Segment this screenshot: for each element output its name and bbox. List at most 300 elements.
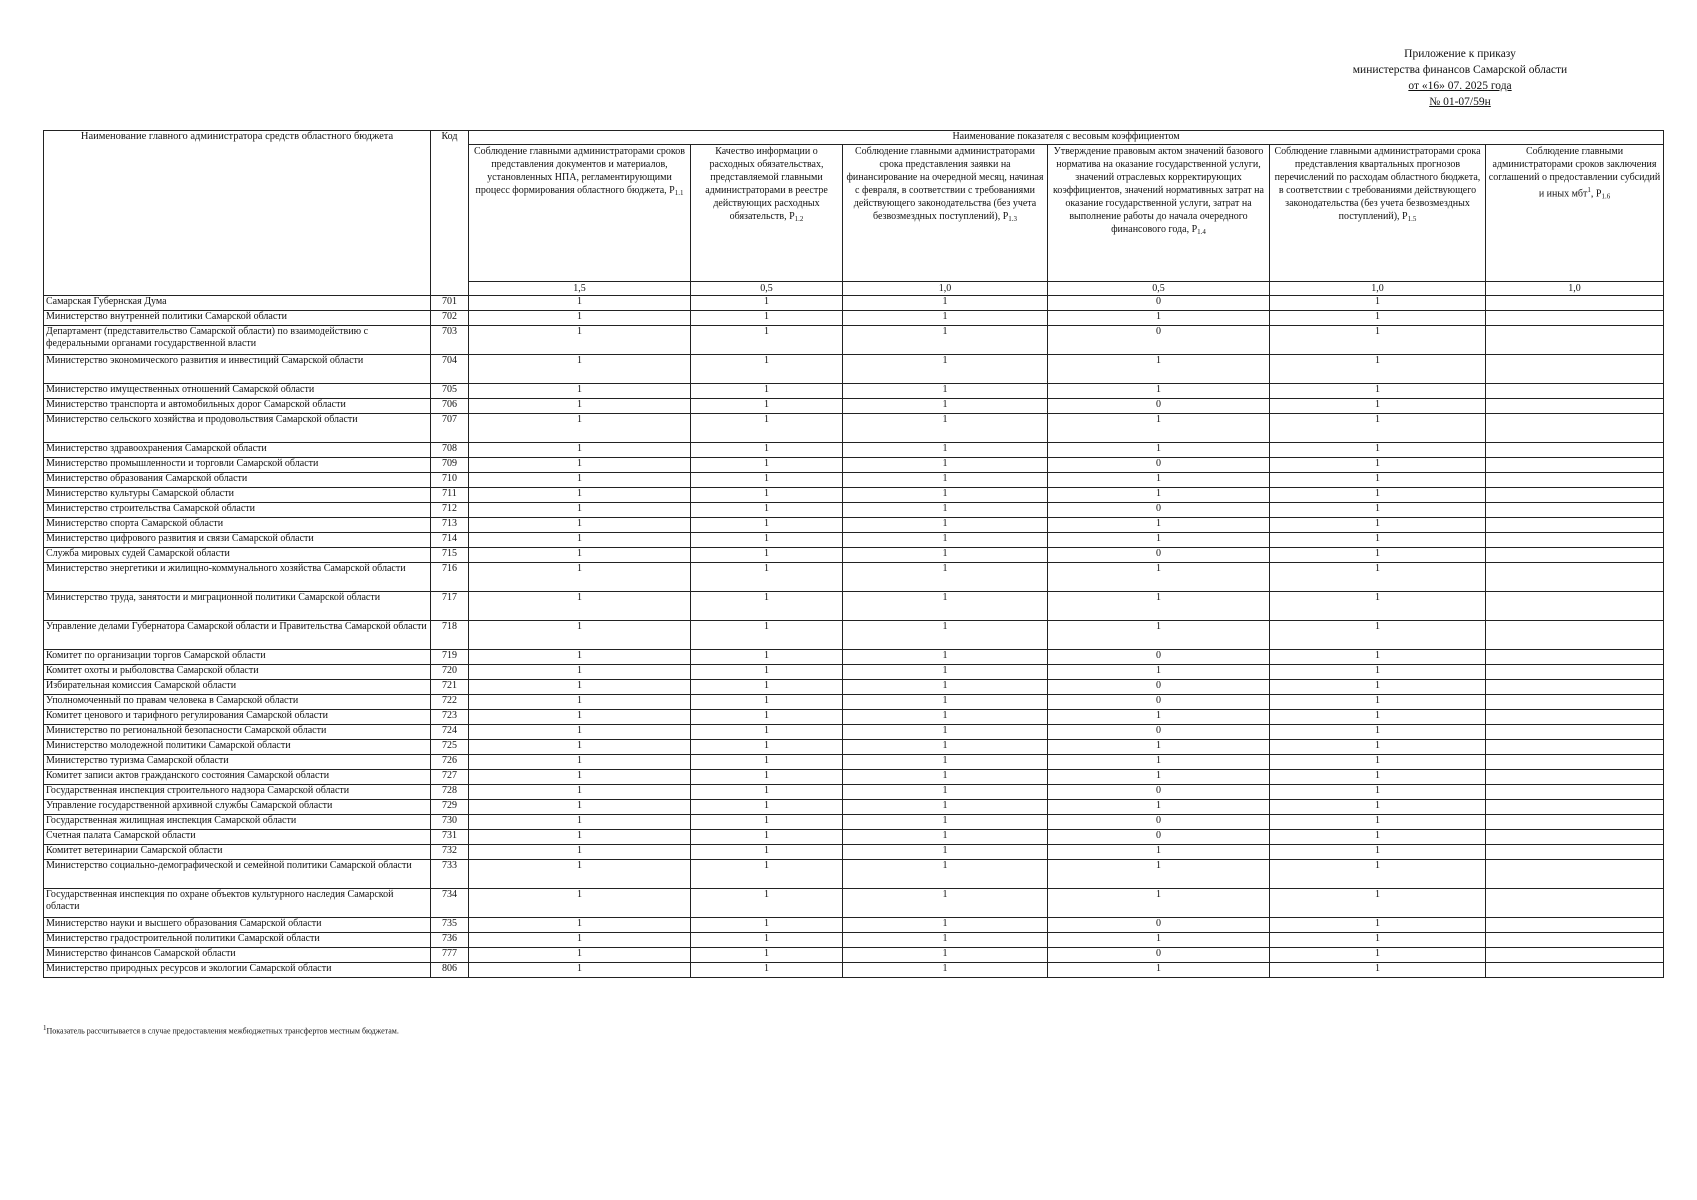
indicator-value-4: 0 [1048, 830, 1270, 845]
administrator-code: 731 [431, 830, 469, 845]
administrator-name: Министерство молодежной политики Самарской области [44, 740, 431, 755]
indicator-header-5 [1270, 145, 1486, 282]
indicator-value-3: 1 [843, 548, 1048, 563]
indicator-value-4: 1 [1048, 755, 1270, 770]
indicator-value-2: 1 [691, 443, 843, 458]
indicator-value-6 [1486, 296, 1664, 311]
indicator-value-2: 1 [691, 845, 843, 860]
indicator-value-3: 1 [843, 695, 1048, 710]
indicator-value-3: 1 [843, 533, 1048, 548]
indicator-value-4: 1 [1048, 563, 1270, 592]
table-row [44, 503, 1664, 518]
administrator-code: 710 [431, 473, 469, 488]
indicator-text: Утверждение правовым актом значений базового норматива на оказание государственной услуги, значений отраслевых корректирующих коэффициентов, значений нормативных затрат на оказание государственной услуги, затрат на выполнение работы до начала очередного финансового года, P [1053, 146, 1264, 235]
administrator-code: 711 [431, 488, 469, 503]
indicator-value-1: 1 [469, 665, 691, 680]
table-row [44, 458, 1664, 473]
table-row [44, 296, 1664, 311]
administrator-name: Министерство спорта Самарской области [44, 518, 431, 533]
indicator-value-5: 1 [1270, 830, 1486, 845]
administrator-code: 715 [431, 548, 469, 563]
indicator-value-5: 1 [1270, 488, 1486, 503]
administrator-name: Министерство энергетики и жилищно-коммунального хозяйства Самарской области [44, 563, 431, 592]
indicator-value-5: 1 [1270, 918, 1486, 933]
indicator-value-5: 1 [1270, 355, 1486, 384]
indicator-value-3: 1 [843, 384, 1048, 399]
indicator-value-6 [1486, 815, 1664, 830]
administrator-name: Управление делами Губернатора Самарской области и Правительства Самарской области [44, 621, 431, 650]
indicator-value-1: 1 [469, 680, 691, 695]
indicator-value-2: 1 [691, 665, 843, 680]
indicator-text-tail: , P [1590, 188, 1602, 200]
indicator-value-1: 1 [469, 399, 691, 414]
indicator-value-3: 1 [843, 710, 1048, 725]
indicator-value-6 [1486, 414, 1664, 443]
indicator-value-4: 1 [1048, 710, 1270, 725]
administrator-code: 705 [431, 384, 469, 399]
indicator-value-2: 1 [691, 740, 843, 755]
indicator-value-1: 1 [469, 948, 691, 963]
administrator-code: 736 [431, 933, 469, 948]
indicator-subscript: 1.3 [1008, 215, 1017, 223]
indicator-weight-2: 0,5 [691, 282, 843, 296]
indicator-value-5: 1 [1270, 948, 1486, 963]
table-row [44, 800, 1664, 815]
indicator-value-3: 1 [843, 414, 1048, 443]
administrator-code: 724 [431, 725, 469, 740]
indicator-value-6 [1486, 518, 1664, 533]
indicator-subscript: 1.1 [674, 189, 684, 197]
administrator-code: 718 [431, 621, 469, 650]
table-row [44, 845, 1664, 860]
indicator-value-2: 1 [691, 503, 843, 518]
indicator-value-1: 1 [469, 563, 691, 592]
indicator-value-2: 1 [691, 933, 843, 948]
table-row [44, 650, 1664, 665]
administrator-code: 716 [431, 563, 469, 592]
administrator-code: 732 [431, 845, 469, 860]
indicator-value-1: 1 [469, 473, 691, 488]
indicator-value-6 [1486, 755, 1664, 770]
indicator-value-1: 1 [469, 518, 691, 533]
table-row [44, 548, 1664, 563]
indicator-text: Соблюдение главными администраторами сроков представления документов и материалов, установленных НПА, регламентирующими процесс формирования областного бюджета, P [473, 146, 685, 196]
indicator-value-1: 1 [469, 815, 691, 830]
indicator-text: Качество информации о расходных обязательствах, представляемой главными администраторами в реестре действующих расходных обязательств, P [705, 146, 828, 222]
indicator-value-4: 0 [1048, 948, 1270, 963]
indicator-weight-1: 1,5 [469, 282, 691, 296]
indicator-value-2: 1 [691, 918, 843, 933]
indicator-value-2: 1 [691, 533, 843, 548]
table-row [44, 815, 1664, 830]
column-header-code: Код [431, 131, 469, 296]
indicator-value-3: 1 [843, 785, 1048, 800]
indicator-value-6 [1486, 665, 1664, 680]
indicator-value-6 [1486, 860, 1664, 889]
indicator-value-6 [1486, 503, 1664, 518]
indicator-value-5: 1 [1270, 326, 1486, 355]
administrator-name: Министерство внутренней политики Самарской области [44, 311, 431, 326]
indicator-value-5: 1 [1270, 311, 1486, 326]
indicator-value-3: 1 [843, 845, 1048, 860]
indicator-header-3 [843, 145, 1048, 282]
indicator-value-2: 1 [691, 680, 843, 695]
header-line-ministry: министерства финансов Самарской области [1352, 64, 1568, 76]
indicator-value-4: 1 [1048, 621, 1270, 650]
indicator-value-4: 1 [1048, 414, 1270, 443]
indicator-value-4: 1 [1048, 740, 1270, 755]
indicator-value-3: 1 [843, 740, 1048, 755]
administrator-code: 735 [431, 918, 469, 933]
order-header [1310, 46, 1610, 110]
indicator-value-3: 1 [843, 458, 1048, 473]
table-row [44, 488, 1664, 503]
column-group-header: Наименование показателя с весовым коэффициентом [469, 131, 1664, 145]
administrator-name: Министерство культуры Самарской области [44, 488, 431, 503]
table-row [44, 785, 1664, 800]
indicator-value-1: 1 [469, 384, 691, 399]
indicator-value-6 [1486, 918, 1664, 933]
indicator-value-4: 0 [1048, 815, 1270, 830]
indicator-value-5: 1 [1270, 518, 1486, 533]
indicator-weight-4: 0,5 [1048, 282, 1270, 296]
administrator-name: Министерство образования Самарской области [44, 473, 431, 488]
table-row [44, 326, 1664, 355]
indicator-value-3: 1 [843, 948, 1048, 963]
indicator-value-6 [1486, 770, 1664, 785]
administrator-code: 777 [431, 948, 469, 963]
indicator-value-6 [1486, 355, 1664, 384]
indicator-value-6 [1486, 399, 1664, 414]
indicator-value-5: 1 [1270, 800, 1486, 815]
indicator-value-4: 0 [1048, 399, 1270, 414]
indicator-value-2: 1 [691, 770, 843, 785]
administrator-name: Министерство градостроительной политики Самарской области [44, 933, 431, 948]
indicator-value-2: 1 [691, 563, 843, 592]
indicator-value-3: 1 [843, 592, 1048, 621]
indicator-value-2: 1 [691, 458, 843, 473]
administrator-name: Министерство туризма Самарской области [44, 755, 431, 770]
indicator-value-2: 1 [691, 384, 843, 399]
indicator-value-4: 1 [1048, 592, 1270, 621]
indicator-value-5: 1 [1270, 650, 1486, 665]
administrator-code: 712 [431, 503, 469, 518]
indicator-value-2: 1 [691, 800, 843, 815]
table-row [44, 933, 1664, 948]
administrator-code: 728 [431, 785, 469, 800]
indicator-value-6 [1486, 621, 1664, 650]
indicator-value-4: 0 [1048, 695, 1270, 710]
indicator-value-2: 1 [691, 815, 843, 830]
table-row [44, 963, 1664, 978]
header-line-number: № 01-07/59н [1429, 96, 1491, 108]
indicator-value-2: 1 [691, 518, 843, 533]
administrator-code: 720 [431, 665, 469, 680]
indicator-value-5: 1 [1270, 563, 1486, 592]
column-header-name: Наименование главного администратора средств областного бюджета [44, 131, 431, 296]
administrator-code: 723 [431, 710, 469, 725]
indicator-value-6 [1486, 592, 1664, 621]
indicator-value-3: 1 [843, 326, 1048, 355]
indicator-value-5: 1 [1270, 458, 1486, 473]
administrator-name: Государственная инспекция строительного надзора Самарской области [44, 785, 431, 800]
indicator-value-6 [1486, 650, 1664, 665]
indicator-value-4: 1 [1048, 488, 1270, 503]
administrator-name: Министерство сельского хозяйства и продовольствия Самарской области [44, 414, 431, 443]
indicator-value-4: 1 [1048, 845, 1270, 860]
indicator-value-3: 1 [843, 563, 1048, 592]
administrator-name: Управление государственной архивной службы Самарской области [44, 800, 431, 815]
indicator-value-1: 1 [469, 918, 691, 933]
indicator-value-6 [1486, 473, 1664, 488]
table-row [44, 473, 1664, 488]
indicator-value-5: 1 [1270, 815, 1486, 830]
indicator-text: Соблюдение главными администраторами сроков заключения соглашений о предоставлении субсидий и иных мбт [1488, 146, 1661, 200]
indicator-value-3: 1 [843, 755, 1048, 770]
indicator-value-6 [1486, 933, 1664, 948]
indicator-value-4: 0 [1048, 326, 1270, 355]
indicator-text: Соблюдение главными администраторами срока представления заявки на финансирование на очередной месяц, начиная с февраля, в соответствии с требованиями действующего законодательства (без учета безвозмездных поступлений), P [846, 146, 1044, 222]
table-row [44, 665, 1664, 680]
administrator-name: Счетная палата Самарской области [44, 830, 431, 845]
indicator-value-4: 1 [1048, 933, 1270, 948]
administrator-name: Министерство имущественных отношений Самарской области [44, 384, 431, 399]
indicator-value-6 [1486, 963, 1664, 978]
indicator-value-1: 1 [469, 488, 691, 503]
indicators-table [43, 130, 1664, 978]
administrator-name: Министерство промышленности и торговли Самарской области [44, 458, 431, 473]
indicator-subscript: 1.6 [1601, 192, 1611, 201]
indicator-value-3: 1 [843, 830, 1048, 845]
indicator-value-2: 1 [691, 473, 843, 488]
administrator-code: 717 [431, 592, 469, 621]
administrator-code: 734 [431, 889, 469, 918]
indicator-header-4 [1048, 145, 1270, 282]
administrator-name: Комитет записи актов гражданского состояния Самарской области [44, 770, 431, 785]
indicator-value-6 [1486, 488, 1664, 503]
indicator-value-4: 1 [1048, 800, 1270, 815]
indicator-value-5: 1 [1270, 740, 1486, 755]
indicator-value-5: 1 [1270, 933, 1486, 948]
indicator-subscript: 1.2 [794, 215, 804, 223]
administrator-code: 719 [431, 650, 469, 665]
indicator-value-1: 1 [469, 755, 691, 770]
indicator-value-6 [1486, 563, 1664, 592]
indicator-value-2: 1 [691, 725, 843, 740]
table-row [44, 533, 1664, 548]
indicator-value-1: 1 [469, 503, 691, 518]
indicator-value-1: 1 [469, 621, 691, 650]
administrator-code: 706 [431, 399, 469, 414]
indicator-value-1: 1 [469, 592, 691, 621]
indicator-value-2: 1 [691, 948, 843, 963]
indicator-value-3: 1 [843, 665, 1048, 680]
administrator-code: 704 [431, 355, 469, 384]
indicator-value-5: 1 [1270, 695, 1486, 710]
administrator-code: 722 [431, 695, 469, 710]
indicator-value-3: 1 [843, 503, 1048, 518]
administrator-name: Министерство по региональной безопасности Самарской области [44, 725, 431, 740]
indicator-value-6 [1486, 830, 1664, 845]
indicator-value-5: 1 [1270, 296, 1486, 311]
administrator-name: Министерство социально-демографической и семейной политики Самарской области [44, 860, 431, 889]
indicator-header-2 [691, 145, 843, 282]
table-row [44, 755, 1664, 770]
administrator-code: 709 [431, 458, 469, 473]
indicator-value-1: 1 [469, 845, 691, 860]
indicator-value-5: 1 [1270, 710, 1486, 725]
indicator-value-4: 1 [1048, 665, 1270, 680]
indicator-value-1: 1 [469, 533, 691, 548]
administrator-name: Избирательная комиссия Самарской области [44, 680, 431, 695]
indicator-value-3: 1 [843, 770, 1048, 785]
indicator-value-5: 1 [1270, 503, 1486, 518]
administrator-code: 730 [431, 815, 469, 830]
indicator-value-4: 1 [1048, 518, 1270, 533]
footnote-mark: 1 [43, 1024, 47, 1032]
indicator-value-6 [1486, 725, 1664, 740]
indicator-value-6 [1486, 800, 1664, 815]
indicator-value-3: 1 [843, 680, 1048, 695]
administrator-code: 707 [431, 414, 469, 443]
indicator-value-3: 1 [843, 933, 1048, 948]
indicator-value-5: 1 [1270, 533, 1486, 548]
indicator-value-4: 1 [1048, 963, 1270, 978]
indicator-value-3: 1 [843, 443, 1048, 458]
indicator-value-3: 1 [843, 518, 1048, 533]
administrator-name: Министерство транспорта и автомобильных дорог Самарской области [44, 399, 431, 414]
indicator-text: Соблюдение главными администраторами срока представления квартальных прогнозов перечислений по расходам областного бюджета, в соответствии с требованиями действующего законодательства (без учета безвозмездных поступлений), P [1274, 146, 1481, 222]
indicator-value-4: 0 [1048, 725, 1270, 740]
indicator-value-1: 1 [469, 650, 691, 665]
indicator-value-2: 1 [691, 326, 843, 355]
indicator-value-3: 1 [843, 399, 1048, 414]
indicator-value-4: 1 [1048, 860, 1270, 889]
indicator-weight-6: 1,0 [1486, 282, 1664, 296]
administrator-name: Министерство экономического развития и инвестиций Самарской области [44, 355, 431, 384]
indicator-value-5: 1 [1270, 845, 1486, 860]
indicator-value-2: 1 [691, 296, 843, 311]
indicator-value-3: 1 [843, 963, 1048, 978]
indicator-value-4: 0 [1048, 296, 1270, 311]
indicator-value-2: 1 [691, 710, 843, 725]
indicator-value-5: 1 [1270, 414, 1486, 443]
administrator-name: Департамент (представительство Самарской области) по взаимодействию с федеральными органами государственной власти [44, 326, 431, 355]
table-row [44, 621, 1664, 650]
administrator-name: Служба мировых судей Самарской области [44, 548, 431, 563]
indicator-value-6 [1486, 785, 1664, 800]
indicator-value-1: 1 [469, 830, 691, 845]
indicator-value-2: 1 [691, 355, 843, 384]
indicator-value-3: 1 [843, 725, 1048, 740]
administrator-code: 726 [431, 755, 469, 770]
administrator-code: 713 [431, 518, 469, 533]
indicator-value-1: 1 [469, 740, 691, 755]
indicator-value-1: 1 [469, 963, 691, 978]
indicator-value-3: 1 [843, 621, 1048, 650]
administrator-name: Министерство финансов Самарской области [44, 948, 431, 963]
indicator-value-2: 1 [691, 621, 843, 650]
indicator-value-4: 1 [1048, 533, 1270, 548]
indicator-value-1: 1 [469, 355, 691, 384]
administrator-name: Комитет ветеринарии Самарской области [44, 845, 431, 860]
table-row [44, 725, 1664, 740]
indicator-value-1: 1 [469, 443, 691, 458]
administrator-name: Государственная жилищная инспекция Самарской области [44, 815, 431, 830]
indicator-value-1: 1 [469, 800, 691, 815]
indicator-value-1: 1 [469, 458, 691, 473]
indicator-value-1: 1 [469, 311, 691, 326]
indicator-value-5: 1 [1270, 548, 1486, 563]
indicator-value-6 [1486, 548, 1664, 563]
indicator-value-1: 1 [469, 695, 691, 710]
footnote-text: Показатель рассчитывается в случае предоставления межбюджетных трансфертов местным бюджетам. [46, 1026, 399, 1036]
indicator-value-5: 1 [1270, 592, 1486, 621]
administrator-code: 703 [431, 326, 469, 355]
header-line-date: от «16» 07. 2025 года [1408, 80, 1512, 92]
indicator-value-4: 0 [1048, 503, 1270, 518]
indicator-value-3: 1 [843, 815, 1048, 830]
table-row [44, 695, 1664, 710]
indicator-value-2: 1 [691, 399, 843, 414]
table-row [44, 889, 1664, 918]
indicator-value-4: 0 [1048, 918, 1270, 933]
indicator-value-6 [1486, 384, 1664, 399]
indicator-value-3: 1 [843, 650, 1048, 665]
indicator-value-4: 1 [1048, 473, 1270, 488]
indicator-header-6 [1486, 145, 1664, 282]
indicator-value-4: 1 [1048, 443, 1270, 458]
table-row [44, 830, 1664, 845]
indicator-value-4: 0 [1048, 650, 1270, 665]
indicator-value-5: 1 [1270, 473, 1486, 488]
administrator-code: 733 [431, 860, 469, 889]
indicator-value-4: 1 [1048, 889, 1270, 918]
indicator-value-5: 1 [1270, 665, 1486, 680]
indicator-value-5: 1 [1270, 399, 1486, 414]
indicator-value-5: 1 [1270, 770, 1486, 785]
footnote [43, 1023, 399, 1037]
administrator-name: Государственная инспекция по охране объектов культурного наследия Самарской области [44, 889, 431, 918]
indicator-value-6 [1486, 533, 1664, 548]
indicator-value-5: 1 [1270, 785, 1486, 800]
indicator-value-2: 1 [691, 785, 843, 800]
administrator-name: Министерство строительства Самарской области [44, 503, 431, 518]
indicator-value-3: 1 [843, 918, 1048, 933]
table-row [44, 710, 1664, 725]
table-row [44, 399, 1664, 414]
administrator-name: Министерство труда, занятости и миграционной политики Самарской области [44, 592, 431, 621]
indicator-value-1: 1 [469, 548, 691, 563]
administrator-code: 727 [431, 770, 469, 785]
indicator-value-5: 1 [1270, 384, 1486, 399]
indicator-value-6 [1486, 680, 1664, 695]
indicator-value-4: 0 [1048, 548, 1270, 563]
indicator-value-1: 1 [469, 725, 691, 740]
indicator-value-2: 1 [691, 592, 843, 621]
indicator-value-1: 1 [469, 326, 691, 355]
indicator-value-6 [1486, 710, 1664, 725]
administrator-code: 806 [431, 963, 469, 978]
indicator-value-2: 1 [691, 311, 843, 326]
indicator-value-2: 1 [691, 830, 843, 845]
administrator-code: 708 [431, 443, 469, 458]
indicator-subscript: 1.5 [1407, 215, 1417, 223]
indicator-value-3: 1 [843, 311, 1048, 326]
indicator-value-2: 1 [691, 860, 843, 889]
indicator-header-1 [469, 145, 691, 282]
administrator-code: 702 [431, 311, 469, 326]
